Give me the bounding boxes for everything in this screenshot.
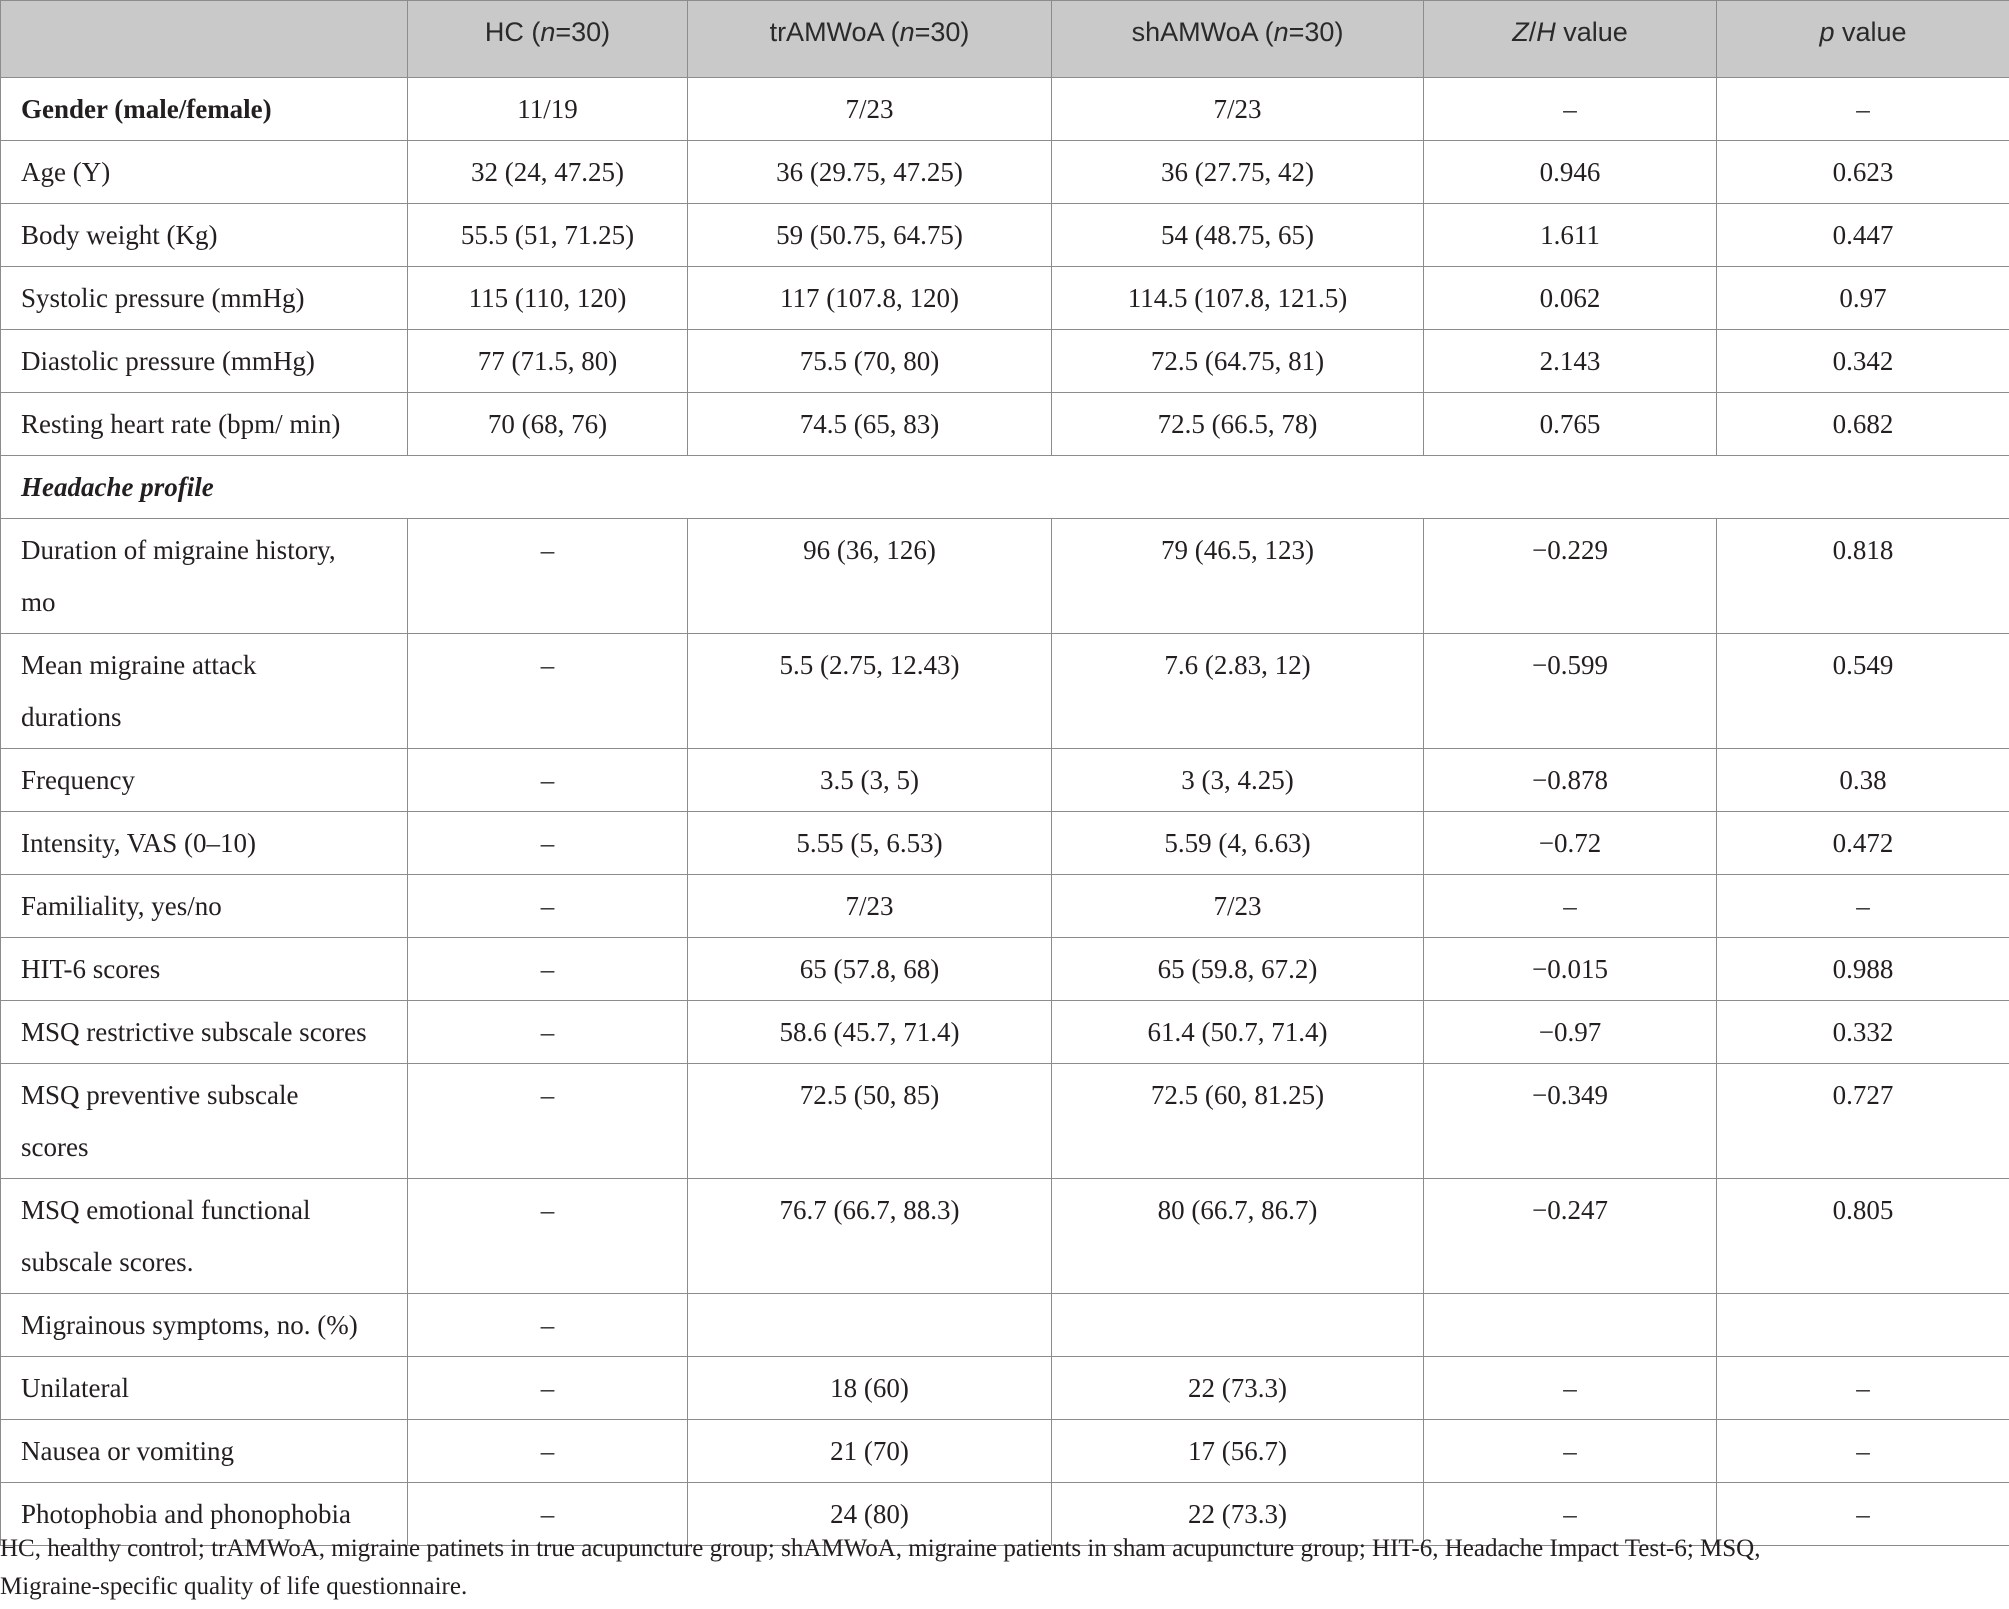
cell-hc: 115 (110, 120) — [408, 267, 688, 330]
table-row — [1, 519, 2009, 634]
row-label — [1, 267, 408, 330]
row-label — [1, 938, 408, 1001]
cell-tr: 18 (60) — [688, 1357, 1052, 1420]
cell-tr: 74.5 (65, 83) — [688, 393, 1052, 456]
row-label — [1, 204, 408, 267]
cell-zh: −0.878 — [1424, 749, 1717, 812]
cell-sh: 72.5 (66.5, 78) — [1052, 393, 1424, 456]
row-label-text: MSQ restrictive subscale scores — [21, 1017, 367, 1047]
cell-sh: 36 (27.75, 42) — [1052, 141, 1424, 204]
cell-tr: 21 (70) — [688, 1420, 1052, 1483]
row-label-text: Unilateral — [21, 1373, 129, 1403]
cell-tr: 65 (57.8, 68) — [688, 938, 1052, 1001]
cell-tr — [688, 1294, 1052, 1357]
row-label-text: MSQ preventive subscale — [21, 1080, 299, 1110]
cell-hc: – — [408, 1294, 688, 1357]
table-row — [1, 1294, 2009, 1357]
cell-p: 0.623 — [1717, 141, 2009, 204]
cell-p: – — [1717, 78, 2009, 141]
cell-zh: – — [1424, 1420, 1717, 1483]
table-row — [1, 267, 2009, 330]
cell-tr: 96 (36, 126) — [688, 519, 1052, 634]
row-label — [1, 875, 408, 938]
cell-p: 0.988 — [1717, 938, 2009, 1001]
cell-hc: – — [408, 812, 688, 875]
cell-zh: 1.611 — [1424, 204, 1717, 267]
cell-p: 0.342 — [1717, 330, 2009, 393]
cell-sh — [1052, 1294, 1424, 1357]
cell-sh: 54 (48.75, 65) — [1052, 204, 1424, 267]
cell-zh: – — [1424, 1357, 1717, 1420]
cell-p: 0.38 — [1717, 749, 2009, 812]
cell-zh: −0.97 — [1424, 1001, 1717, 1064]
cell-p: 0.549 — [1717, 634, 2009, 749]
row-label-text-cont: durations — [21, 702, 122, 732]
table-row — [1, 330, 2009, 393]
row-label-text: Resting heart rate (bpm/ min) — [21, 409, 341, 439]
row-label-text-cont: mo — [21, 587, 56, 617]
header-tramwoa: trAMWoA (n=30) — [688, 1, 1052, 78]
cell-hc: – — [408, 1064, 688, 1179]
cell-p: – — [1717, 1420, 2009, 1483]
row-label-text: Photophobia and phonophobia — [21, 1499, 351, 1529]
cell-p: 0.447 — [1717, 204, 2009, 267]
cell-hc: – — [408, 749, 688, 812]
cell-sh: 80 (66.7, 86.7) — [1052, 1179, 1424, 1294]
table-row — [1, 875, 2009, 938]
row-label-text: Systolic pressure (mmHg) — [21, 283, 305, 313]
cell-p: 0.727 — [1717, 1064, 2009, 1179]
cell-sh: 22 (73.3) — [1052, 1483, 1424, 1546]
cell-zh: −0.015 — [1424, 938, 1717, 1001]
cell-hc: – — [408, 519, 688, 634]
table-row — [1, 938, 2009, 1001]
table-footnote — [0, 1530, 1990, 1606]
header-hc: HC (n=30) — [408, 1, 688, 78]
cell-tr: 75.5 (70, 80) — [688, 330, 1052, 393]
cell-p: 0.332 — [1717, 1001, 2009, 1064]
row-label — [1, 393, 408, 456]
cell-tr: 117 (107.8, 120) — [688, 267, 1052, 330]
cell-hc: – — [408, 1483, 688, 1546]
table-row — [1, 812, 2009, 875]
cell-hc: – — [408, 1357, 688, 1420]
cell-hc: 32 (24, 47.25) — [408, 141, 688, 204]
header-row — [1, 1, 2009, 78]
row-label-text: Familiality, yes/no — [21, 891, 222, 921]
cell-sh: 7/23 — [1052, 875, 1424, 938]
row-label — [1, 141, 408, 204]
row-label — [1, 519, 408, 634]
cell-tr: 76.7 (66.7, 88.3) — [688, 1179, 1052, 1294]
row-label-text: Intensity, VAS (0–10) — [21, 828, 257, 858]
row-label — [1, 634, 408, 749]
row-label-text: MSQ emotional functional — [21, 1195, 311, 1225]
cell-p — [1717, 1294, 2009, 1357]
row-label — [1, 812, 408, 875]
cell-sh: 5.59 (4, 6.63) — [1052, 812, 1424, 875]
cell-zh: −0.599 — [1424, 634, 1717, 749]
cell-zh: 2.143 — [1424, 330, 1717, 393]
table-row — [1, 1179, 2009, 1294]
cell-p: – — [1717, 875, 2009, 938]
row-label-text: Diastolic pressure (mmHg) — [21, 346, 315, 376]
cell-hc: 55.5 (51, 71.25) — [408, 204, 688, 267]
cell-zh: – — [1424, 78, 1717, 141]
table-row — [1, 204, 2009, 267]
header-zh-value: Z/H value — [1424, 1, 1717, 78]
row-label-text: Mean migraine attack — [21, 650, 257, 680]
cell-tr: 7/23 — [688, 875, 1052, 938]
table-row — [1, 1064, 2009, 1179]
cell-zh — [1424, 1294, 1717, 1357]
footnote-line-1: HC, healthy control; trAMWoA, migraine patinets in true acupuncture group; shAMWoA, migraine patients in sham acupuncture group; HIT-6, Headache Impact Test-6; MSQ, — [0, 1535, 1761, 1562]
row-label — [1, 1001, 408, 1064]
cell-hc: – — [408, 938, 688, 1001]
row-label-text: Body weight (Kg) — [21, 220, 218, 250]
row-label — [1, 330, 408, 393]
row-label — [1, 1179, 408, 1294]
cell-hc: – — [408, 1001, 688, 1064]
cell-sh: 17 (56.7) — [1052, 1420, 1424, 1483]
cell-hc: 70 (68, 76) — [408, 393, 688, 456]
row-label-text: Duration of migraine history, — [21, 535, 336, 565]
cell-zh: – — [1424, 1483, 1717, 1546]
table-row — [1, 1001, 2009, 1064]
cell-sh: 114.5 (107.8, 121.5) — [1052, 267, 1424, 330]
cell-zh: – — [1424, 875, 1717, 938]
cell-tr: 3.5 (3, 5) — [688, 749, 1052, 812]
row-label-text-cont: scores — [21, 1132, 89, 1162]
cell-sh: 72.5 (64.75, 81) — [1052, 330, 1424, 393]
table-row — [1, 141, 2009, 204]
row-label — [1, 78, 408, 141]
cell-tr: 72.5 (50, 85) — [688, 1064, 1052, 1179]
cell-tr: 5.5 (2.75, 12.43) — [688, 634, 1052, 749]
row-label-text: Age (Y) — [21, 157, 111, 187]
cell-hc: – — [408, 1179, 688, 1294]
section-row — [1, 456, 2009, 519]
cell-sh: 7.6 (2.83, 12) — [1052, 634, 1424, 749]
section-heading: Headache profile — [1, 456, 2009, 519]
cell-sh: 72.5 (60, 81.25) — [1052, 1064, 1424, 1179]
table-row — [1, 1357, 2009, 1420]
cell-sh: 22 (73.3) — [1052, 1357, 1424, 1420]
cell-sh: 61.4 (50.7, 71.4) — [1052, 1001, 1424, 1064]
cell-hc: 11/19 — [408, 78, 688, 141]
row-label-text: Gender (male/female) — [21, 94, 272, 124]
cell-zh: 0.062 — [1424, 267, 1717, 330]
header-p-value: p value — [1717, 1, 2009, 78]
cell-p: – — [1717, 1357, 2009, 1420]
cell-zh: −0.229 — [1424, 519, 1717, 634]
cell-zh: −0.72 — [1424, 812, 1717, 875]
cell-tr: 5.55 (5, 6.53) — [688, 812, 1052, 875]
cell-p: 0.97 — [1717, 267, 2009, 330]
row-label-text-cont: subscale scores. — [21, 1247, 194, 1277]
cell-tr: 58.6 (45.7, 71.4) — [688, 1001, 1052, 1064]
cell-sh: 3 (3, 4.25) — [1052, 749, 1424, 812]
cell-sh: 65 (59.8, 67.2) — [1052, 938, 1424, 1001]
row-label — [1, 1357, 408, 1420]
cell-sh: 79 (46.5, 123) — [1052, 519, 1424, 634]
cell-tr: 59 (50.75, 64.75) — [688, 204, 1052, 267]
cell-p: 0.818 — [1717, 519, 2009, 634]
cell-hc: 77 (71.5, 80) — [408, 330, 688, 393]
cell-hc: – — [408, 875, 688, 938]
cell-hc: – — [408, 1420, 688, 1483]
cell-p: 0.682 — [1717, 393, 2009, 456]
cell-zh: 0.946 — [1424, 141, 1717, 204]
table-row — [1, 749, 2009, 812]
row-label — [1, 1420, 408, 1483]
cell-p: – — [1717, 1483, 2009, 1546]
row-label — [1, 1294, 408, 1357]
row-label-text: Nausea or vomiting — [21, 1436, 234, 1466]
cell-hc: – — [408, 634, 688, 749]
cell-tr: 7/23 — [688, 78, 1052, 141]
table-row — [1, 1420, 2009, 1483]
cell-p: 0.472 — [1717, 812, 2009, 875]
header-shamwoa: shAMWoA (n=30) — [1052, 1, 1424, 78]
row-label — [1, 1064, 408, 1179]
header-blank — [1, 1, 408, 78]
cell-tr: 24 (80) — [688, 1483, 1052, 1546]
cell-sh: 7/23 — [1052, 78, 1424, 141]
row-label — [1, 749, 408, 812]
cell-tr: 36 (29.75, 47.25) — [688, 141, 1052, 204]
table-row — [1, 634, 2009, 749]
row-label-text: Frequency — [21, 765, 135, 795]
table-row — [1, 78, 2009, 141]
cell-zh: −0.247 — [1424, 1179, 1717, 1294]
cell-zh: −0.349 — [1424, 1064, 1717, 1179]
row-label-text: Migrainous symptoms, no. (%) — [21, 1310, 358, 1340]
cell-p: 0.805 — [1717, 1179, 2009, 1294]
table-row — [1, 393, 2009, 456]
row-label-text: HIT-6 scores — [21, 954, 161, 984]
cell-zh: 0.765 — [1424, 393, 1717, 456]
footnote-line-2: Migraine-specific quality of life questionnaire. — [0, 1573, 468, 1600]
